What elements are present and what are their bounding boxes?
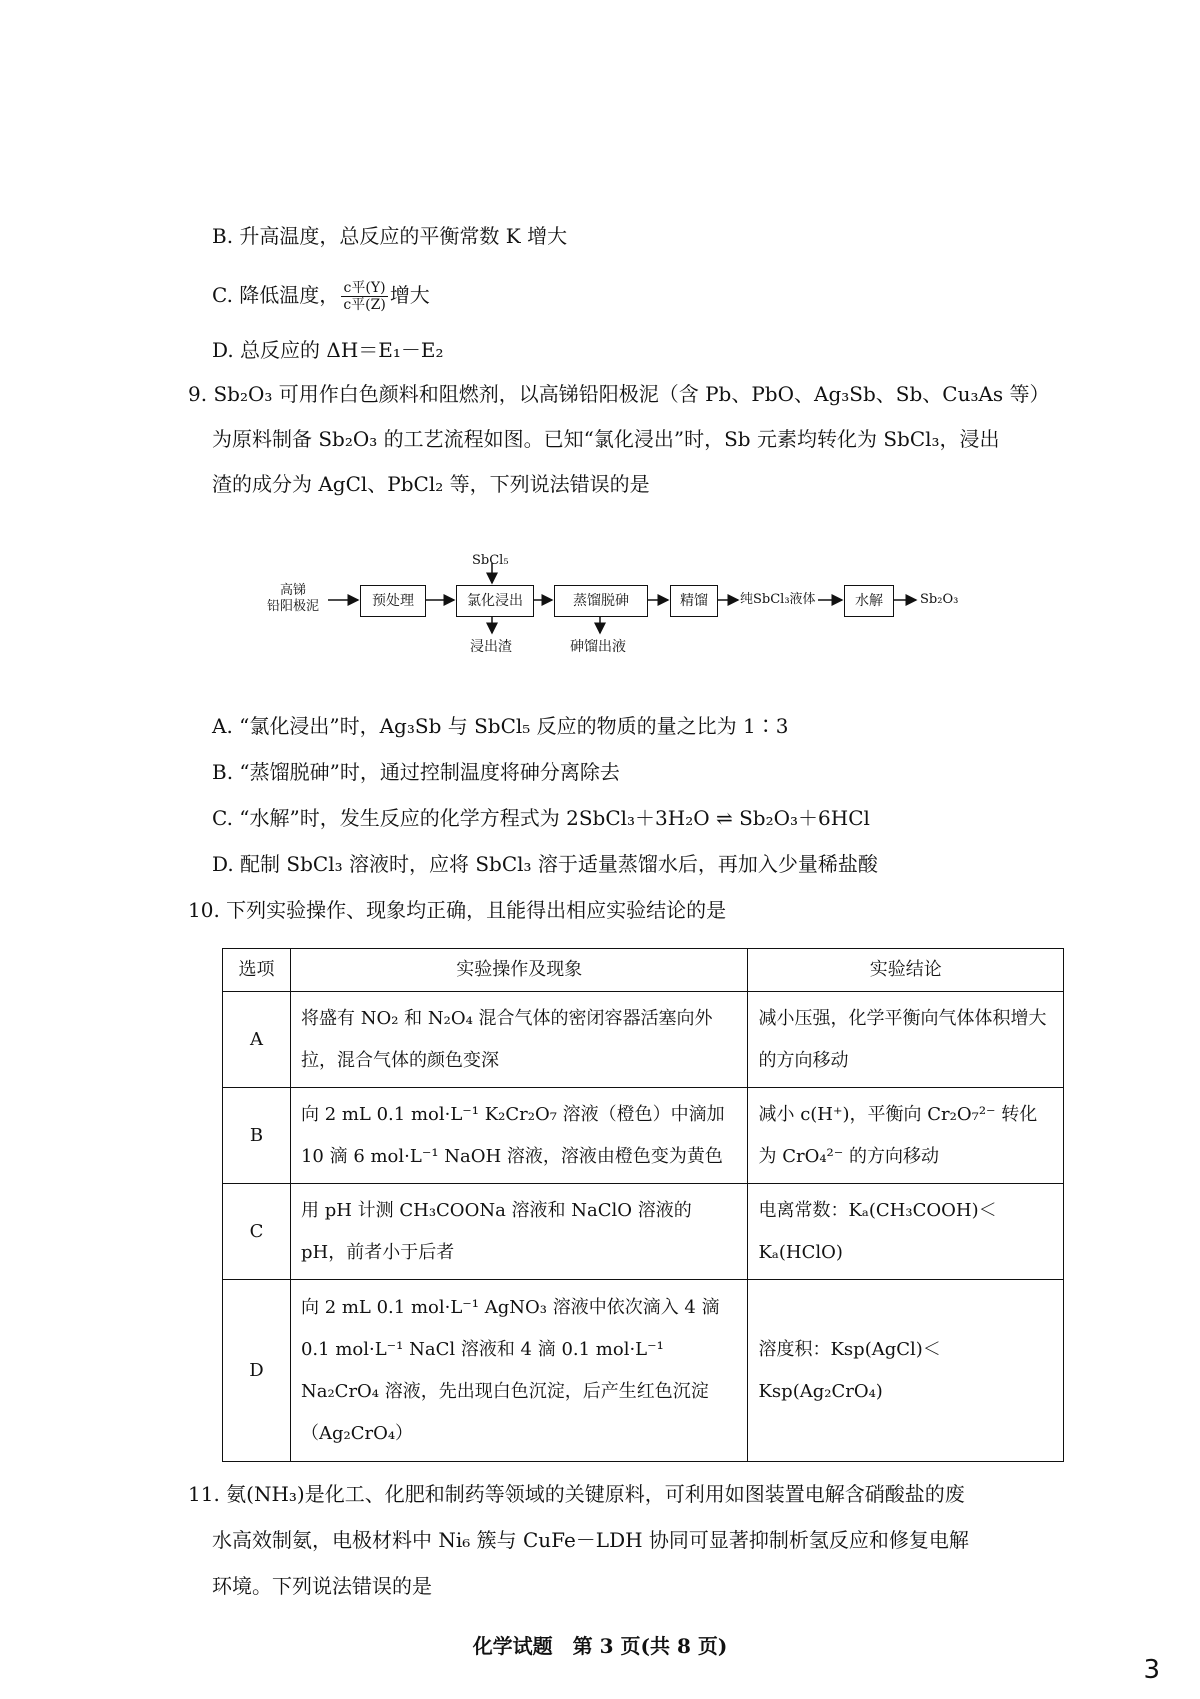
- flow-byproduct: 砷馏出液: [570, 639, 626, 655]
- row-operation: 将盛有 NO₂ 和 N₂O₄ 混合气体的密闭容器活塞向外拉，混合气体的颜色变深: [290, 992, 748, 1088]
- flow-arrows: [260, 553, 1020, 683]
- flow-product: Sb₂O₃: [920, 592, 959, 607]
- header-conclusion: 实验结论: [748, 949, 1064, 992]
- flow-step-chlorination: 氯化浸出: [456, 585, 534, 617]
- q9-stem-line3: 渣的成分为 AgCl、PbCl₂ 等，下列说法错误的是: [212, 472, 650, 496]
- row-option: D: [223, 1280, 291, 1462]
- row-operation: 向 2 mL 0.1 mol·L⁻¹ AgNO₃ 溶液中依次滴入 4 滴 0.1 mol·L⁻¹ NaCl 溶液和 4 滴 0.1 mol·L⁻¹ Na₂CrO₄ 溶液，先出现白色沉淀，后产生红色沉淀（Ag₂CrO₄）: [290, 1280, 748, 1462]
- flow-reagent: SbCl₅: [472, 553, 509, 568]
- q9-stem-line2: 为原料制备 Sb₂O₃ 的工艺流程如图。已知“氯化浸出”时，Sb 元素均转化为 SbCl₃，浸出: [212, 427, 1000, 451]
- q8-option-d: D. 总反应的 ΔH＝E₁－E₂: [212, 338, 444, 362]
- q9-option-d: D. 配制 SbCl₃ 溶液时，应将 SbCl₃ 溶于适量蒸馏水后，再加入少量稀盐酸: [212, 852, 878, 876]
- q9-option-a: A. “氯化浸出”时，Ag₃Sb 与 SbCl₅ 反应的物质的量之比为 1∶3: [212, 714, 789, 738]
- flow-step-dearsenic: 蒸馏脱砷: [554, 585, 648, 617]
- row-option: C: [223, 1184, 291, 1280]
- table-row: [223, 1184, 1064, 1280]
- ratio-fraction: [341, 280, 388, 313]
- q8-option-c: [212, 280, 430, 313]
- flow-input-line1: 高锑: [279, 583, 306, 598]
- flow-step-rectification: 精馏: [670, 585, 718, 617]
- table-row: [223, 1088, 1064, 1184]
- q8-option-c-prefix: C. 降低温度，: [212, 283, 340, 307]
- table-row: [223, 992, 1064, 1088]
- header-option: 选项: [223, 949, 291, 992]
- process-flow-diagram: [260, 553, 1020, 683]
- q9-option-c: C. “水解”时，发生反应的化学方程式为 2SbCl₃＋3H₂O ⇌ Sb₂O₃＋6HCl: [212, 806, 870, 830]
- q11-stem-line2: 水高效制氨，电极材料中 Ni₆ 簇与 CuFe－LDH 协同可显著抑制析氢反应和修复电解: [212, 1528, 969, 1552]
- page-footer: 化学试题 第 3 页(共 8 页): [472, 1634, 728, 1658]
- flow-intermediate: 纯SbCl₃液体: [740, 592, 816, 607]
- q9-stem-line1: 9. Sb₂O₃ 可用作白色颜料和阻燃剂，以高锑铅阳极泥（含 Pb、PbO、Ag₃Sb、Sb、Cu₃As 等）: [188, 382, 1050, 406]
- flow-residue: 浸出渣: [470, 639, 512, 655]
- q11-stem-line3: 环境。下列说法错误的是: [212, 1574, 432, 1598]
- fraction-numerator: c平(Y): [341, 280, 388, 297]
- flow-step-pretreatment: 预处理: [360, 585, 426, 617]
- row-conclusion: 电离常数：Kₐ(CH₃COOH)＜Kₐ(HClO): [748, 1184, 1064, 1280]
- row-option: B: [223, 1088, 291, 1184]
- experiment-table: [222, 948, 1064, 1462]
- page-number: 3: [1143, 1655, 1160, 1685]
- flow-input-line2: 铅阳极泥: [266, 599, 319, 614]
- row-operation: 向 2 mL 0.1 mol·L⁻¹ K₂Cr₂O₇ 溶液（橙色）中滴加 10 滴 6 mol·L⁻¹ NaOH 溶液，溶液由橙色变为黄色: [290, 1088, 748, 1184]
- row-conclusion: 溶度积：Ksp(AgCl)＜Ksp(Ag₂CrO₄): [748, 1280, 1064, 1462]
- row-conclusion: 减小压强，化学平衡向气体体积增大的方向移动: [748, 992, 1064, 1088]
- flow-input: [260, 583, 326, 615]
- flow-step-hydrolysis: 水解: [844, 585, 894, 617]
- q8-option-c-suffix: 增大: [389, 283, 430, 307]
- table-header-row: [223, 949, 1064, 992]
- q10-stem: 10. 下列实验操作、现象均正确，且能得出相应实验结论的是: [188, 898, 727, 922]
- row-conclusion: 减小 c(H⁺)，平衡向 Cr₂O₇²⁻ 转化为 CrO₄²⁻ 的方向移动: [748, 1088, 1064, 1184]
- header-operation: 实验操作及现象: [290, 949, 748, 992]
- q8-option-b: B. 升高温度，总反应的平衡常数 K 增大: [212, 224, 568, 248]
- row-operation: 用 pH 计测 CH₃COONa 溶液和 NaClO 溶液的 pH，前者小于后者: [290, 1184, 748, 1280]
- fraction-denominator: c平(Z): [343, 297, 386, 313]
- q11-stem-line1: 11. 氨(NH₃)是化工、化肥和制药等领域的关键原料，可利用如图装置电解含硝酸盐的废: [188, 1482, 965, 1506]
- table-row: [223, 1280, 1064, 1462]
- row-option: A: [223, 992, 291, 1088]
- q9-option-b: B. “蒸馏脱砷”时，通过控制温度将砷分离除去: [212, 760, 620, 784]
